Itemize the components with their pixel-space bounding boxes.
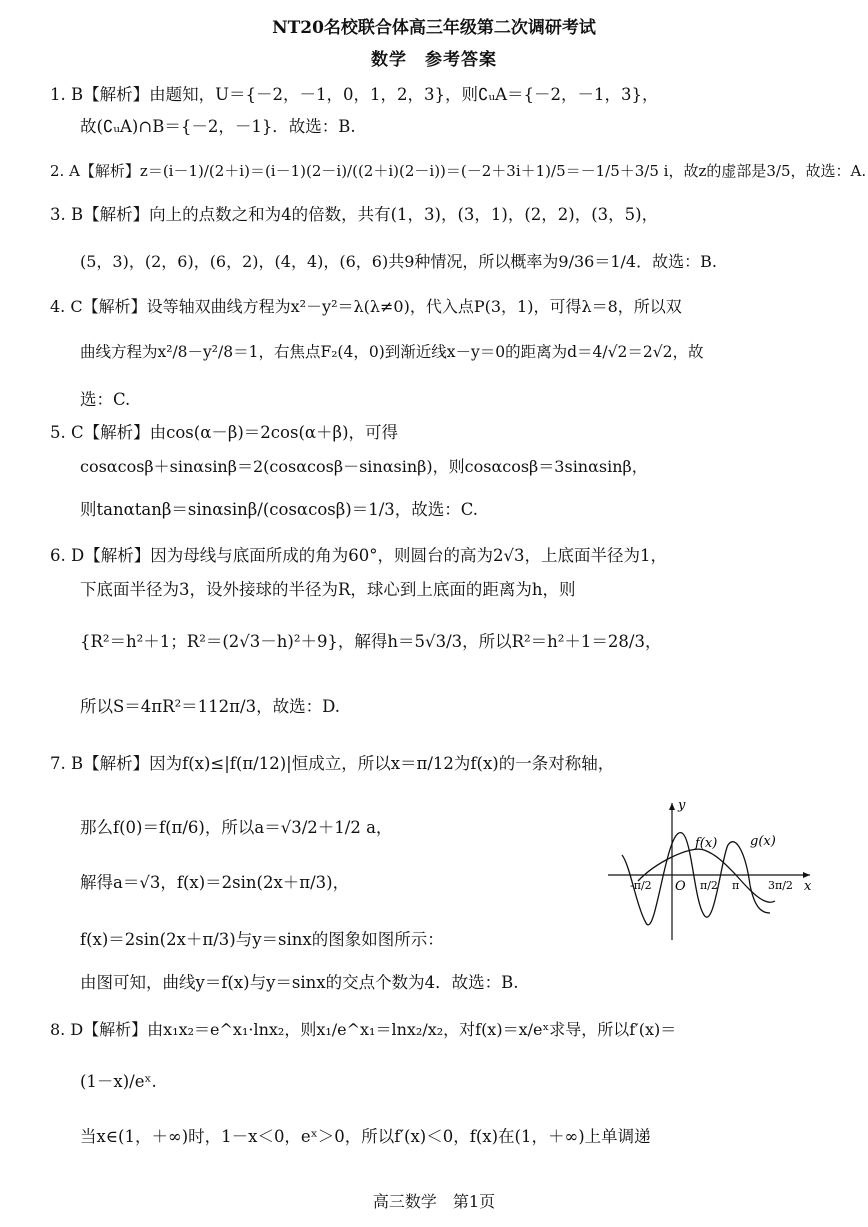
gx-label: g(x) bbox=[750, 834, 776, 849]
page-subtitle: 数学 参考答案 bbox=[371, 50, 497, 70]
tick-label: 3π/2 bbox=[768, 879, 793, 892]
answer-line: cosαcosβ＋sinαsinβ＝2(cosαcosβ－sinαsinβ)，则cosαcosβ＝3sinαsinβ， bbox=[80, 457, 648, 476]
answer-line: 则tanαtanβ＝sinαsinβ/(cosαcosβ)＝1/3，故选：C. bbox=[80, 500, 479, 519]
x-axis-label: x bbox=[804, 879, 812, 894]
answer-line: 当x∈(1，＋∞)时，1－x＜0，eˣ＞0，所以f′(x)＜0，f(x)在(1，＋∞)上单调递 bbox=[80, 1127, 651, 1146]
tick-label: π bbox=[732, 879, 740, 892]
y-axis-label: y bbox=[678, 798, 686, 813]
answer-line: 2. A【解析】z＝(i－1)/(2＋i)＝(i－1)(2－i)/((2＋i)(2－i))＝(－2＋3i＋1)/5＝－1/5＋3/5 i，故z的虚部是3/5，故选：A. bbox=[50, 162, 867, 180]
answer-line: 故(∁ᵤA)∩B＝{－2，－1}．故选：B. bbox=[80, 117, 356, 136]
answer-line: 下底面半径为3，设外接球的半径为R，球心到上底面的距离为h，则 bbox=[80, 580, 576, 599]
page-footer: 高三数学 第1页 bbox=[372, 1192, 496, 1211]
tick-label: π/2 bbox=[700, 879, 718, 892]
answer-line: 8. D【解析】由x₁x₂＝e^x₁·lnx₂，则x₁/e^x₁＝lnx₂/x₂，对f(x)＝x/eˣ求导，所以f′(x)＝ bbox=[50, 1020, 677, 1039]
answer-line: 1. B【解析】由题知，U＝{－2，－1，0，1，2，3}，则∁ᵤA＝{－2，－1，3}， bbox=[50, 85, 659, 104]
answer-line: 那么f(0)＝f(π/6)，所以a＝√3/2＋1/2 a， bbox=[80, 818, 393, 837]
answer-line: 由图可知，曲线y＝f(x)与y＝sinx的交点个数为4．故选：B. bbox=[80, 973, 519, 992]
answer-line: 6. D【解析】因为母线与底面所成的角为60°，则圆台的高为2√3，上底面半径为1， bbox=[50, 546, 667, 565]
answer-line: 选：C. bbox=[80, 390, 131, 409]
answer-line: (5，3)，(2，6)，(6，2)，(4，4)，(6，6)共9种情况，所以概率为9/36＝1/4．故选：B. bbox=[80, 252, 717, 271]
answer-line: {R²＝h²＋1；R²＝(2√3－h)²＋9}，解得h＝5√3/3，所以R²＝h²＋1＝28/3， bbox=[80, 632, 662, 651]
answer-line: 7. B【解析】因为f(x)≤|f(π/12)|恒成立，所以x＝π/12为f(x)的一条对称轴， bbox=[50, 754, 615, 773]
fx-label: f(x) bbox=[695, 836, 718, 851]
answer-line: (1－x)/eˣ. bbox=[80, 1072, 157, 1091]
x-axis-arrow-icon bbox=[803, 872, 810, 878]
answer-line: 解得a＝√3，f(x)＝2sin(2x＋π/3)， bbox=[80, 873, 350, 892]
tick-label: -π/2 bbox=[630, 879, 652, 892]
y-axis-arrow-icon bbox=[669, 803, 675, 810]
origin-label: O bbox=[675, 879, 686, 894]
answer-line: 3. B【解析】向上的点数之和为4的倍数，共有(1，3)，(3，1)，(2，2)，(3，5)， bbox=[50, 205, 659, 224]
page-title: NT20名校联合体高三年级第二次调研考试 bbox=[272, 18, 596, 38]
answer-line: f(x)＝2sin(2x＋π/3)与y＝sinx的图象如图所示： bbox=[80, 930, 444, 949]
function-graph bbox=[600, 795, 822, 947]
answer-line: 4. C【解析】设等轴双曲线方程为x²－y²＝λ(λ≠0)，代入点P(3，1)，可得λ＝8，所以双 bbox=[50, 297, 682, 316]
answer-line: 所以S＝4πR²＝112π/3，故选：D. bbox=[80, 697, 340, 716]
answer-line: 曲线方程为x²/8－y²/8＝1，右焦点F₂(4，0)到渐近线x－y＝0的距离为d＝4/√2＝2√2，故 bbox=[80, 343, 704, 361]
answer-line: 5. C【解析】由cos(α－β)＝2cos(α＋β)，可得 bbox=[50, 423, 399, 442]
